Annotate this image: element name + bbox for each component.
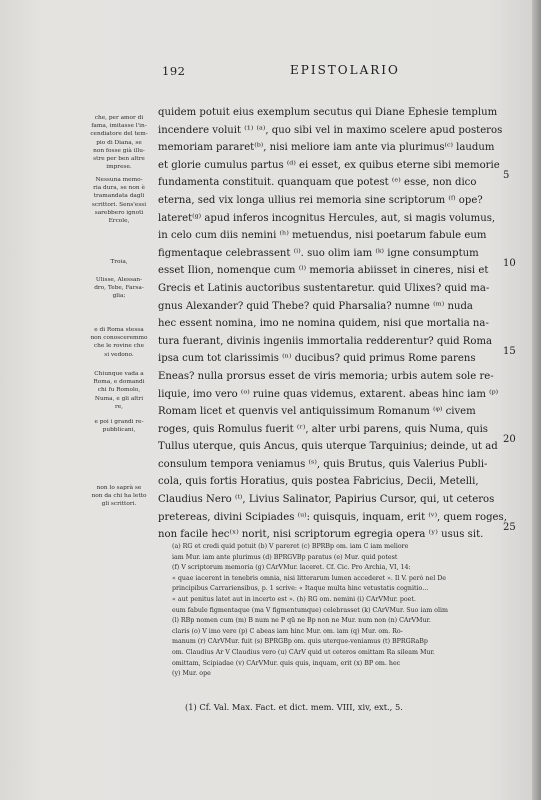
page-number: 192 (162, 64, 186, 78)
text-line: Grecis et Latinis auctoribus sustentaretur. quid Ulixes? quid ma- (158, 282, 490, 294)
apparatus-line: eum fabule figmentaque (ma V figmentumque) celebrasset (k) CArVMur. Suo iam olim (172, 606, 448, 614)
text-line: hec essent nomina, imo ne nomina quidem, nisi que mortalia na- (158, 318, 489, 330)
text-line: esset Ilion, nomenque cum ⁽ˡ⁾ memoria abiisset in cineres, nisi et (158, 265, 489, 277)
text-line: quidem potuit eius exemplum secutus qui Diane Ephesie templum (158, 107, 498, 118)
margin-note: Chiunque vada a Roma, e domandi chi fu Romolo, Numa, e gli altri re, (93, 371, 145, 410)
text-line: fundamenta constituit. quanquam que potest ⁽ᵉ⁾ esse, non dico (158, 177, 477, 189)
text-line: roges, quis Romulus fuerit ⁽ʳ⁾, alter urbi parens, quis Numa, quis (158, 423, 488, 435)
critical-apparatus (172, 542, 502, 680)
text-line: incendere voluit ⁽¹⁾ ⁽ᵃ⁾, quo sibi vel in maximo scelere apud posteros (158, 124, 503, 136)
apparatus-line: (y) Mur. ope (172, 670, 211, 678)
line-number: 25 (503, 522, 516, 533)
apparatus-line: claris (o) V imo vere (p) C abeas iam hinc Mur. om. iam (q) Mur. om. Ro- (172, 627, 403, 635)
page-header (0, 60, 532, 80)
text-line: non facile hec⁽ˣ⁾ norit, nisi scriptorum egregia opera ⁽ʸ⁾ usus sit. (158, 529, 484, 541)
margin-note: Troia, (110, 259, 128, 265)
text-line: lateret⁽ᵍ⁾ apud inferos incognitus Hercules, aut, si magis volumus, (158, 212, 496, 224)
margin-note: Nessuna memo- ria dura, se non è tramandata dagli scrittori. Sens'essi sarebbero ignoti Ercole, (91, 177, 147, 225)
text-line: pretereas, divini Scipiades ⁽ᵘ⁾: quisquis, inquam, erit ⁽ᵛ⁾, quem roges, (158, 511, 507, 523)
apparatus-line: omittam, Scipiadae (v) CArVMur. quis quis, inquam, erit (x) BP om. hec (172, 659, 401, 667)
page-edge (532, 0, 541, 800)
margin-note: e poi i grandi re- pubblicani, (94, 419, 144, 434)
line-number: 10 (503, 258, 516, 269)
text-line: consulum tempora veniamus ⁽ˢ⁾, quis Brutus, quis Valerius Publi- (158, 458, 488, 470)
running-head: EPISTOLARIO (290, 63, 400, 77)
margin-note: che, per amor di fama, imitasse l'in- cendiatore del tem- pio di Diana, se non fosse già illu- stre per ben altre imprese. (90, 115, 148, 171)
text-line: gnus Alexander? quid Thebe? quid Pharsalia? numne ⁽ᵐ⁾ nuda (158, 300, 473, 312)
text-line: Tullus uterque, quis Ancus, quis uterque Tarquinius; deinde, ut ad (158, 441, 498, 453)
text-line: eterna, sed vix longa ullius rei memoria sine scriptorum ⁽ᶠ⁾ ope? (158, 194, 483, 206)
text-line: Claudius Nero ⁽ᵗ⁾, Livius Salinator, Papirius Cursor, qui, ut ceteros (158, 494, 495, 506)
main-text (158, 104, 507, 544)
apparatus-line: iam Mur. iam ante plurimus (d) BPRGVBp paratus (e) Mur. quid potest (172, 553, 398, 561)
margin-note: non lo saprà se non da chi ha letto gli scrittori. (91, 485, 147, 508)
apparatus-line: om. Claudius Ar V Claudius vero (u) CArV quid ut ceteros omittam Ra sileam Mur. (172, 648, 435, 656)
margin-note: e di Roma stessa non conosceremmo che le rovine che si vedono. (90, 327, 148, 358)
apparatus-line: (f) V scriptorum memoria (g) CArVMur. laceret. Cf. Cic. Pro Archia, VI, 14: (172, 564, 411, 572)
apparatus-line: « quae iacerent in tenebris omnia, nisi litterarum lumen accederet ». Il V. però nel De (172, 574, 447, 582)
text-line: Romam licet et quenvis vel antiquissimum Romanum ⁽ᵠ⁾ civem (158, 406, 476, 418)
text-line: tura fuerant, divinis ingeniis immortalia redderentur? quid Roma (158, 335, 493, 347)
text-line: Eneas? nulla prorsus esset de viris memoria; urbis autem sole re- (158, 370, 494, 382)
text-line: ipsa cum tot clarissimis ⁽ⁿ⁾ ducibus? quid primus Rome parens (158, 353, 476, 365)
text-line: memoriam pararet⁽ᵇ⁾, nisi meliore iam ante via plurimus⁽ᶜ⁾ laudum (158, 142, 495, 154)
text-line: figmentaque celebrassent ⁽ⁱ⁾. suo olim iam ⁽ᵏ⁾ igne consumptum (158, 247, 479, 259)
apparatus-line: (a) RG et credi quid potuit (b) V pareret (c) BPRBp om. iam C iam meliore (172, 543, 409, 550)
text-line: in celo cum diis nemini ⁽ʰ⁾ metuendus, nisi poetarum fabule eum (158, 230, 487, 242)
apparatus-line: « aut penitus latet aut in incerto est ». (h) RG om. nemini (i) CArVMur. poet. (172, 595, 416, 603)
apparatus-line: manum (r) CArVMur. fuit (s) BPRGBp om. quis uterque-veniamus (t) BPRGRaBp (172, 638, 428, 646)
footnote: (1) Cf. Val. Max. Fact. et dict. mem. VIII, xiv, ext., 5. (185, 702, 403, 712)
text-line: cola, quis fortis Horatius, quis postea Fabricius, Decii, Metelli, (158, 476, 479, 488)
apparatus-line: (l) RBp nomen cum (m) B num ne P qũ ne Bp non ne Mur. num non (n) CArVMur. (172, 617, 431, 625)
text-line: et glorie cumulus partus ⁽ᵈ⁾ ei esset, ex quibus eterne sibi memorie (158, 159, 500, 171)
margin-note: Ulisse, Alessan- dro, Tebe, Farsa- glia; (94, 277, 144, 300)
line-number: 15 (503, 346, 516, 357)
line-number: 20 (503, 434, 516, 445)
apparatus-line: principibus Carrariensibus, p. 1 scrive: « Itaque multa hinc vetustatis cognitio... (172, 585, 429, 593)
text-line: liquie, imo vero ⁽ᵒ⁾ ruine quas videmus, extarent. abeas hinc iam ⁽ᵖ⁾ (158, 388, 499, 400)
line-number: 5 (503, 170, 510, 181)
